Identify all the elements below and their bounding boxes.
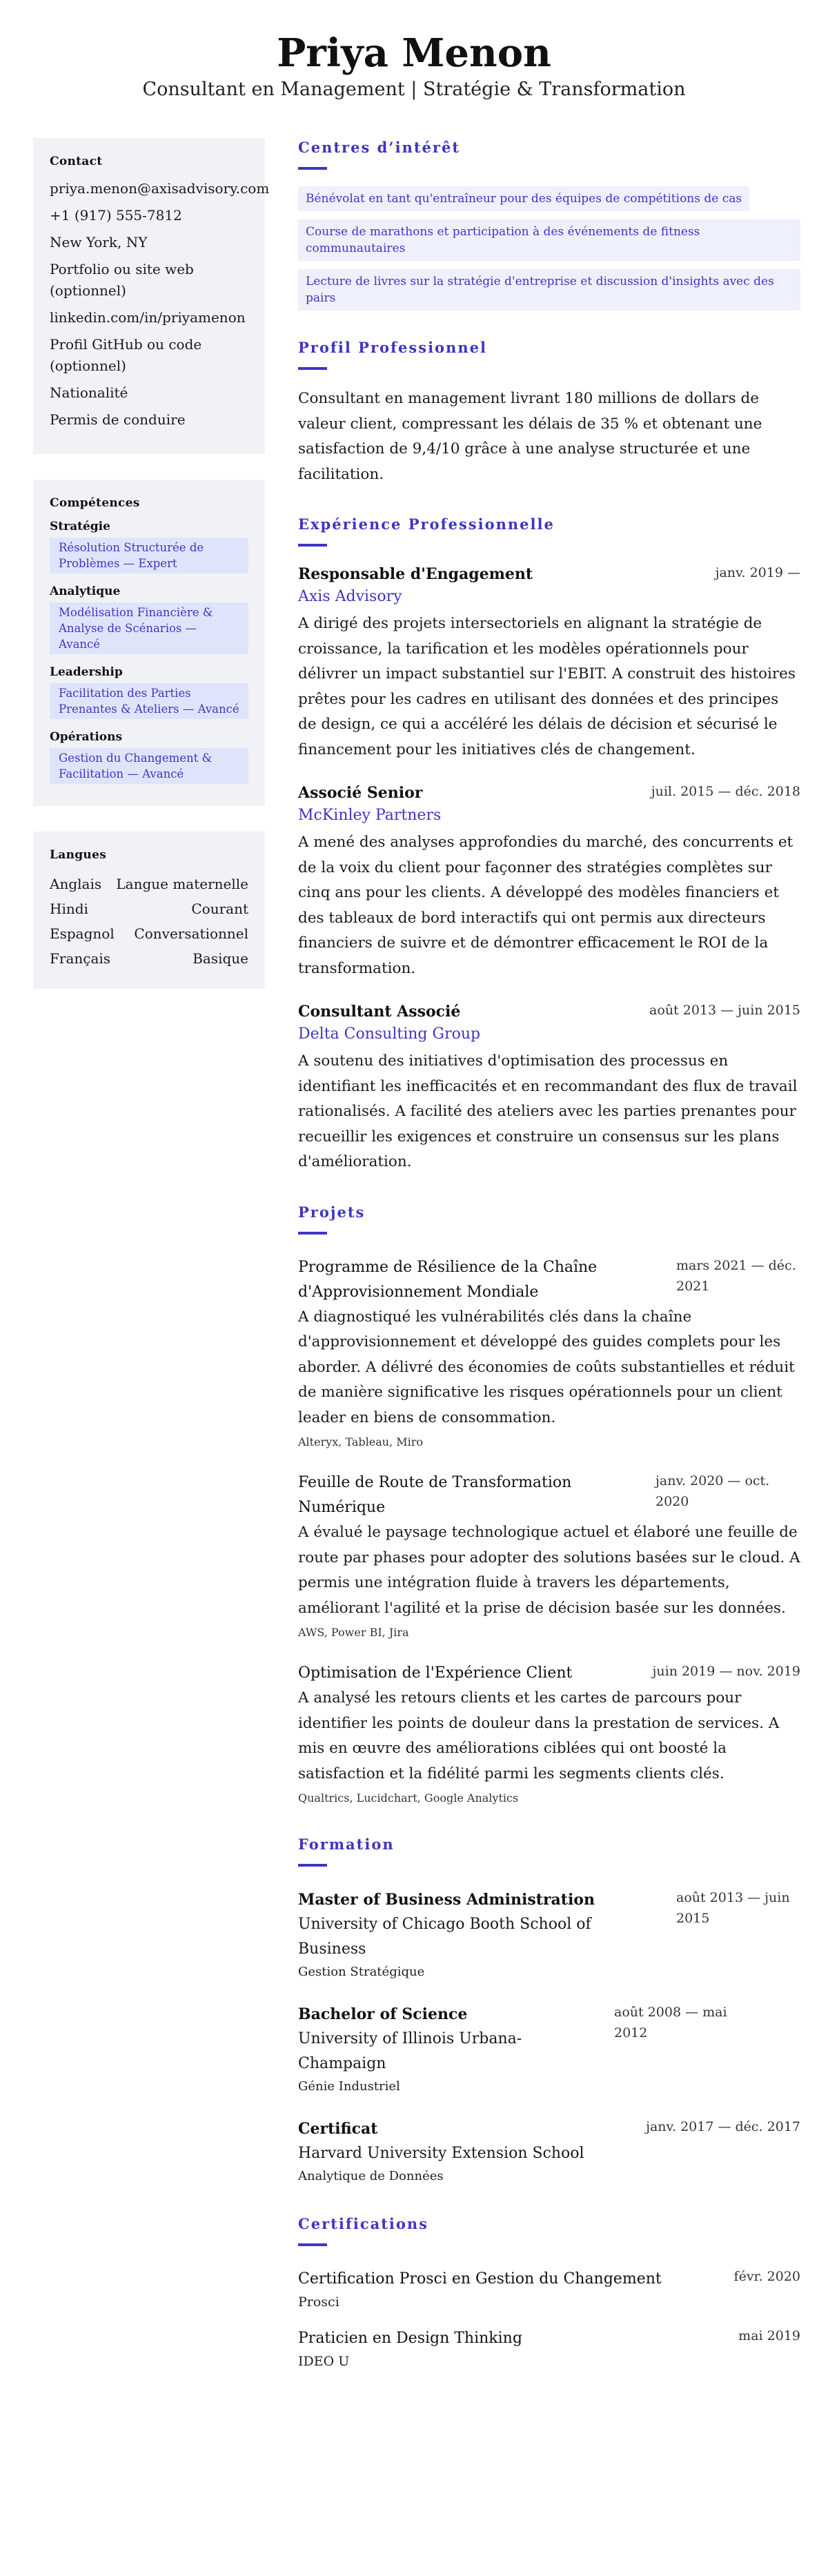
job-dates: juil. 2015 — déc. 2018 (651, 784, 800, 799)
section-divider (298, 1232, 327, 1235)
company-name: Delta Consulting Group (298, 1025, 481, 1043)
interests-section (298, 138, 800, 311)
job-description: A dirigé des projets intersectoriels en alignant la stratégie de croissance, la tarification et les modèles opérationnels pour délivrer un impact substantiel sur l'EBIT. A construit des histoires prêtes pour les cadres en utilisant des données et des principes de design, ce qui a accéléré les délais de décision et sécurisé le financement pour les initiatives clés de changement. (298, 615, 796, 758)
school-name: University of Illinois Urbana-Champaign (298, 2030, 522, 2072)
skill-group-title: Stratégie (50, 520, 110, 533)
contact-box (33, 138, 270, 454)
contact-nationality: Nationalité (50, 384, 128, 401)
skill-group (50, 665, 248, 719)
experience-section (298, 515, 800, 1175)
language-row (50, 872, 248, 896)
project-description: A analysé les retours clients et les cartes de parcours pour identifier les points de douleur dans la prestation de services. A mis en œuvre des améliorations ciblées qui ont boosté la satisfaction et la fidélité parmi les segments clients clés. (298, 1689, 780, 1782)
project-tools: Alteryx, Tableau, Miro (298, 1435, 424, 1448)
contact-phone[interactable]: +1 (917) 555-7812 (50, 207, 182, 224)
language-level: Basique (193, 950, 248, 967)
language-row (50, 921, 248, 946)
language-row (50, 946, 248, 971)
certification-date: févr. 2020 (733, 2269, 800, 2284)
project-tools: AWS, Power BI, Jira (298, 1626, 409, 1639)
education-section (298, 1835, 800, 2187)
language-name: Hindi (50, 901, 88, 917)
skill-chip: Résolution Structurée de Problèmes — Expert (50, 538, 248, 573)
skill-group (50, 520, 248, 573)
field-of-study: Génie Industriel (298, 2079, 400, 2094)
resume-header (0, 0, 828, 116)
company-name: McKinley Partners (298, 807, 442, 824)
contact-driving-license: Permis de conduire (50, 411, 186, 428)
contact-location: New York, NY (50, 234, 148, 250)
certifications-section (298, 2214, 800, 2372)
degree-name: Bachelor of Science (298, 2005, 468, 2023)
section-divider (298, 1864, 327, 1867)
company-name: Axis Advisory (298, 588, 402, 605)
language-name: Français (50, 950, 111, 967)
languages-box (33, 832, 265, 989)
project-dates: janv. 2020 — oct. 2020 (656, 1473, 770, 1509)
skill-chip: Modélisation Financière & Analyse de Scénarios — Avancé (50, 602, 248, 654)
certification-issuer: Prosci (298, 2294, 339, 2310)
school-name: University of Chicago Booth School of Business (298, 1916, 591, 1958)
project-dates: juin 2019 — nov. 2019 (652, 1664, 800, 1679)
education-dates: août 2008 — mai 2012 (614, 2005, 727, 2041)
experience-entry (298, 782, 800, 981)
contact-title: Contact (50, 155, 103, 168)
interest-chip: Lecture de livres sur la stratégie d'entreprise et discussion d'insights avec des pairs (298, 269, 800, 311)
job-description: A mené des analyses approfondies du marché, des concurrents et de la voix du client pour façonner des stratégies complètes sur cinq ans pour les clients. A développé des modèles financiers et des tableaux de bord interactifs qui ont permis aux directeurs financiers de suivre et de démontrer efficacement le ROI de la transformation. (298, 834, 793, 977)
certification-date: mai 2019 (738, 2328, 800, 2343)
profile-section (298, 338, 800, 487)
section-divider (298, 167, 327, 170)
job-title: Associé Senior (298, 784, 423, 802)
education-entry (298, 2116, 800, 2187)
language-level: Courant (191, 901, 248, 917)
profile-summary: Consultant en management livrant 180 millions de dollars de valeur client, compressant les délais de 35 % et obtenant une satisfaction de 9,4/10 grâce à une analyse structurée et une facilitation. (298, 390, 762, 483)
job-title: Consultant Associé (298, 1003, 461, 1021)
candidate-title: Consultant en Management | Stratégie & Transformation (142, 79, 686, 100)
section-title-profile: Profil Professionnel (298, 339, 487, 356)
contact-linkedin[interactable]: linkedin.com/in/priyamenon (50, 309, 246, 326)
skill-group (50, 584, 248, 654)
project-description: A diagnostiqué les vulnérabilités clés dans la chaîne d'approvisionnement et développé des guides complets pour les aborder. A délivré des économies de coûts substantielles et réduit de manière significative les risques opérationnels pour un client leader en biens de consommation. (298, 1308, 795, 1426)
certification-entry (298, 2267, 800, 2312)
education-entry (298, 2002, 800, 2097)
certification-issuer: IDEO U (298, 2354, 350, 2369)
degree-name: Master of Business Administration (298, 1891, 595, 1909)
sidebar (33, 138, 270, 2399)
school-name: Harvard University Extension School (298, 2145, 584, 2162)
projects-section (298, 1203, 800, 1808)
language-name: Anglais (50, 876, 102, 892)
education-dates: août 2013 — juin 2015 (676, 1890, 790, 1926)
education-entry (298, 1887, 800, 1983)
skill-group (50, 730, 248, 784)
section-divider (298, 2243, 327, 2246)
section-title-certifications: Certifications (298, 2215, 428, 2232)
skills-box (33, 480, 265, 806)
experience-entry (298, 1001, 800, 1175)
contact-portfolio[interactable]: Portfolio ou site web (optionnel) (50, 261, 194, 299)
language-level: Langue maternelle (116, 876, 248, 892)
language-name: Espagnol (50, 925, 115, 942)
skill-chip: Gestion du Changement & Facilitation — Avancé (50, 748, 248, 784)
section-title-interests: Centres d’intérêt (298, 139, 461, 156)
job-dates: janv. 2019 — (715, 565, 800, 580)
degree-name: Certificat (298, 2120, 378, 2138)
section-divider (298, 544, 327, 547)
project-name: Programme de Résilience de la Chaîne d'Approvisionnement Mondiale (298, 1258, 598, 1301)
interest-chip: Bénévolat en tant qu'entraîneur pour des équipes de compétitions de cas (298, 186, 749, 211)
contact-email[interactable]: priya.menon@axisadvisory.com (50, 180, 270, 197)
section-divider (298, 367, 327, 370)
skill-group-title: Leadership (50, 665, 123, 679)
certification-name: Certification Prosci en Gestion du Changement (298, 2270, 662, 2288)
language-level: Conversationnel (134, 925, 248, 942)
project-name: Feuille de Route de Transformation Numérique (298, 1474, 572, 1516)
project-entry (298, 1661, 800, 1807)
education-dates: janv. 2017 — déc. 2017 (646, 2119, 800, 2134)
project-tools: Qualtrics, Lucidchart, Google Analytics (298, 1791, 519, 1805)
resume-body (0, 116, 828, 2399)
main-column (298, 138, 800, 2399)
skill-group-title: Analytique (50, 584, 121, 598)
project-name: Optimisation de l'Expérience Client (298, 1664, 573, 1682)
skills-title: Compétences (50, 496, 140, 510)
job-dates: août 2013 — juin 2015 (649, 1003, 800, 1018)
contact-github[interactable]: Profil GitHub ou code (optionnel) (50, 336, 202, 374)
project-description: A évalué le paysage technologique actuel et élaboré une feuille de route par phases pour adopter des solutions basées sur le cloud. A permis une intégration fluide à travers les départements, améliorant l'agilité et la prise de décision basée sur les données. (298, 1524, 800, 1617)
section-title-experience: Expérience Professionnelle (298, 515, 555, 533)
job-description: A soutenu des initiatives d'optimisation des processus en identifiant les inefficacités et en recommandant des flux de travail rationalisés. A facilité des ateliers avec les parties prenantes pour recueillir les exigences et construire un consensus sur les plans d'amélioration. (298, 1052, 798, 1170)
section-title-education: Formation (298, 1836, 395, 1853)
project-dates: mars 2021 — déc. 2021 (676, 1257, 796, 1294)
language-row (50, 896, 248, 921)
skill-group-title: Opérations (50, 730, 123, 744)
field-of-study: Gestion Stratégique (298, 1965, 425, 1979)
section-title-projects: Projets (298, 1203, 366, 1221)
project-entry (298, 1471, 800, 1642)
field-of-study: Analytique de Données (298, 2169, 444, 2183)
experience-entry (298, 563, 800, 763)
candidate-name: Priya Menon (277, 30, 551, 76)
languages-title: Langues (50, 848, 107, 862)
skill-chip: Facilitation des Parties Prenantes & Ateliers — Avancé (50, 683, 248, 719)
certification-entry (298, 2326, 800, 2372)
interest-chip: Course de marathons et participation à des événements de fitness communautaires (298, 219, 800, 261)
certification-name: Praticien en Design Thinking (298, 2330, 522, 2347)
project-entry (298, 1255, 800, 1452)
job-title: Responsable d'Engagement (298, 565, 533, 583)
